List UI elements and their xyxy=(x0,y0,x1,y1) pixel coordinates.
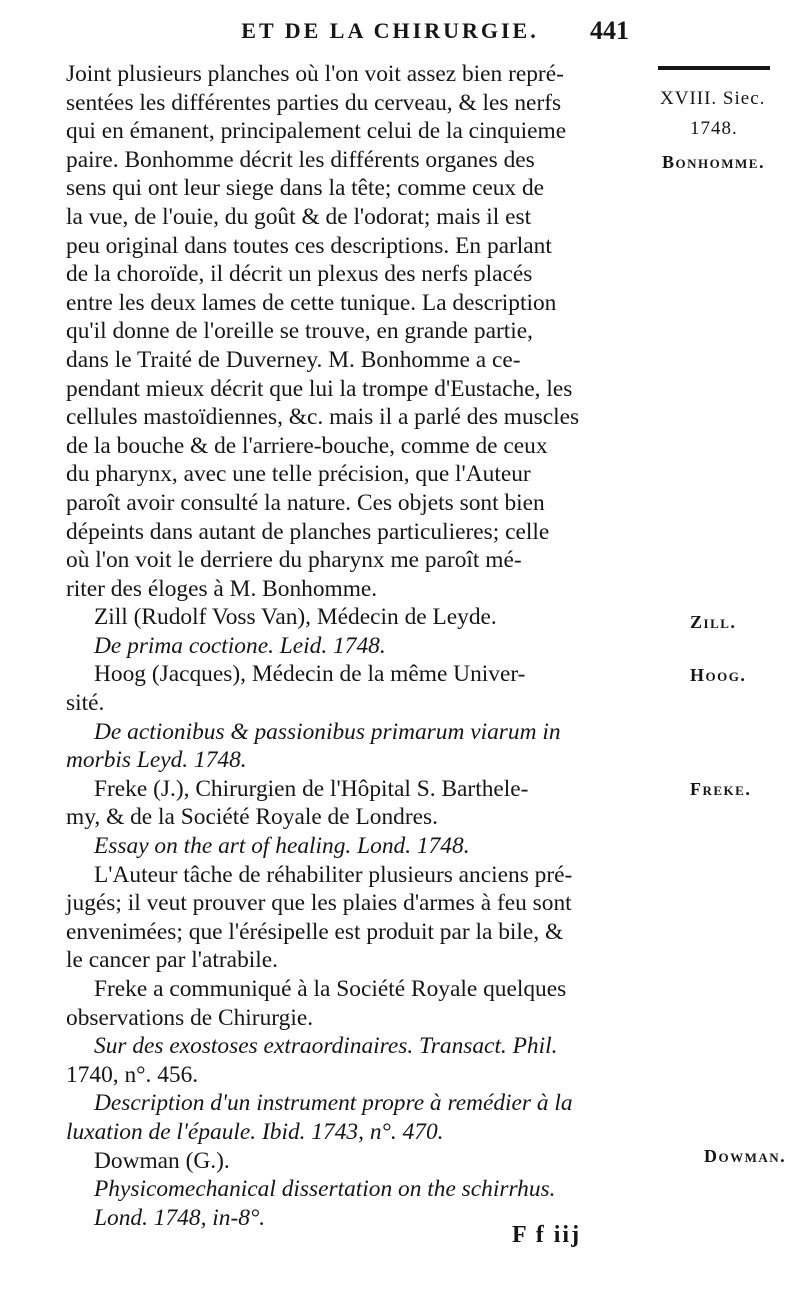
text-line: jugés; il veut prouver que les plaies d'armes à feu sont xyxy=(66,890,572,917)
text-line: entre les deux lames de cette tunique. La description xyxy=(66,289,557,316)
text-line: dans le Traité de Duverney. M. Bonhomme a ce- xyxy=(66,346,521,373)
work-title: Description d'un instrument propre à remédier à la xyxy=(94,1090,573,1117)
text-line: de la bouche & de l'arriere-bouche, comme de ceux xyxy=(66,432,548,459)
margin-rule xyxy=(658,66,770,70)
text-line: my, & de la Société Royale de Londres. xyxy=(66,804,438,831)
work-title: De actionibus & passionibus primarum viarum in xyxy=(94,718,561,745)
margin-century: XVIII. Siec. xyxy=(660,88,766,109)
author-entry: Dowman (G.). xyxy=(94,1147,230,1174)
text-line: où l'on voit le derriere du pharynx me paroît mé- xyxy=(66,547,522,574)
work-title: De prima coctione. Leid. 1748. xyxy=(94,632,386,659)
text-line: qu'il donne de l'oreille se trouve, en grande partie, xyxy=(66,318,533,345)
text-line: envenimées; que l'érésipelle est produit par la bile, & xyxy=(66,918,564,945)
text-line: L'Auteur tâche de réhabiliter plusieurs anciens pré- xyxy=(94,861,573,888)
page-body xyxy=(66,60,662,1232)
text-line: Joint plusieurs planches où l'on voit assez bien repré- xyxy=(66,61,564,87)
text-line: riter des éloges à M. Bonhomme. xyxy=(66,575,378,602)
text-line: paroît avoir consulté la nature. Ces objets sont bien xyxy=(66,489,545,516)
text-line: cellules mastoïdiennes, &c. mais il a parlé des muscles xyxy=(66,404,580,431)
text-line: le cancer par l'atrabile. xyxy=(66,947,278,974)
text-line: Freke a communiqué à la Société Royale quelques xyxy=(94,976,567,1002)
margin-name-freke: Freke. xyxy=(690,779,752,799)
text-line: observations de Chirurgie. xyxy=(66,1004,314,1031)
text-line: dépeints dans autant de planches particulieres; celle xyxy=(66,518,550,545)
author-entry: Zill (Rudolf Voss Van), Médecin de Leyde. xyxy=(94,604,497,631)
work-title: Lond. 1748, in-8°. xyxy=(94,1204,266,1231)
margin-name-zill: Zill. xyxy=(690,612,737,632)
work-title: Sur des exostoses extraordinaires. Transact. Phil. xyxy=(94,1033,558,1060)
text-line: la vue, de l'ouie, du goût & de l'odorat; mais il est xyxy=(66,203,532,230)
text-line: paire. Bonhomme décrit les différents organes des xyxy=(66,146,535,173)
text-line: pendant mieux décrit que lui la trompe d'Eustache, les xyxy=(66,375,573,402)
text-line: qui en émanent, principalement celui de la cinquieme xyxy=(66,118,567,145)
text-line: peu original dans toutes ces descriptions. En parlant xyxy=(66,232,552,259)
margin-name-bonhomme: Bonhomme. xyxy=(662,152,765,172)
work-title: Physicomechanical dissertation on the schirrhus. xyxy=(94,1176,556,1203)
page-number: 441 xyxy=(590,16,629,45)
signature-mark: F f iij xyxy=(512,1222,582,1248)
margin-name-dowman: Dowman. xyxy=(704,1146,787,1166)
work-title: morbis Leyd. 1748. xyxy=(66,747,247,774)
text-line: sité. xyxy=(66,690,105,717)
text-line: sens qui ont leur siege dans la tête; comme ceux de xyxy=(66,175,545,202)
text-line: du pharynx, avec une telle précision, que l'Auteur xyxy=(66,461,531,488)
running-title: ET DE LA CHIRURGIE. xyxy=(241,18,539,43)
author-entry: Freke (J.), Chirurgien de l'Hôpital S. Barthele- xyxy=(94,775,529,802)
author-entry: Hoog (Jacques), Médecin de la même Univer- xyxy=(94,661,526,688)
text-line: 1740, n°. 456. xyxy=(66,1061,199,1088)
work-title: Essay on the art of healing. Lond. 1748. xyxy=(94,833,470,860)
text-line: sentées les différentes parties du cerveau, & les nerfs xyxy=(66,89,562,116)
margin-year: 1748. xyxy=(690,118,738,139)
work-title: luxation de l'épaule. Ibid. 1743, n°. 470. xyxy=(66,1118,444,1145)
text-line: de la choroïde, il décrit un plexus des nerfs placés xyxy=(66,261,533,288)
margin-name-hoog: Hoog. xyxy=(690,665,747,685)
